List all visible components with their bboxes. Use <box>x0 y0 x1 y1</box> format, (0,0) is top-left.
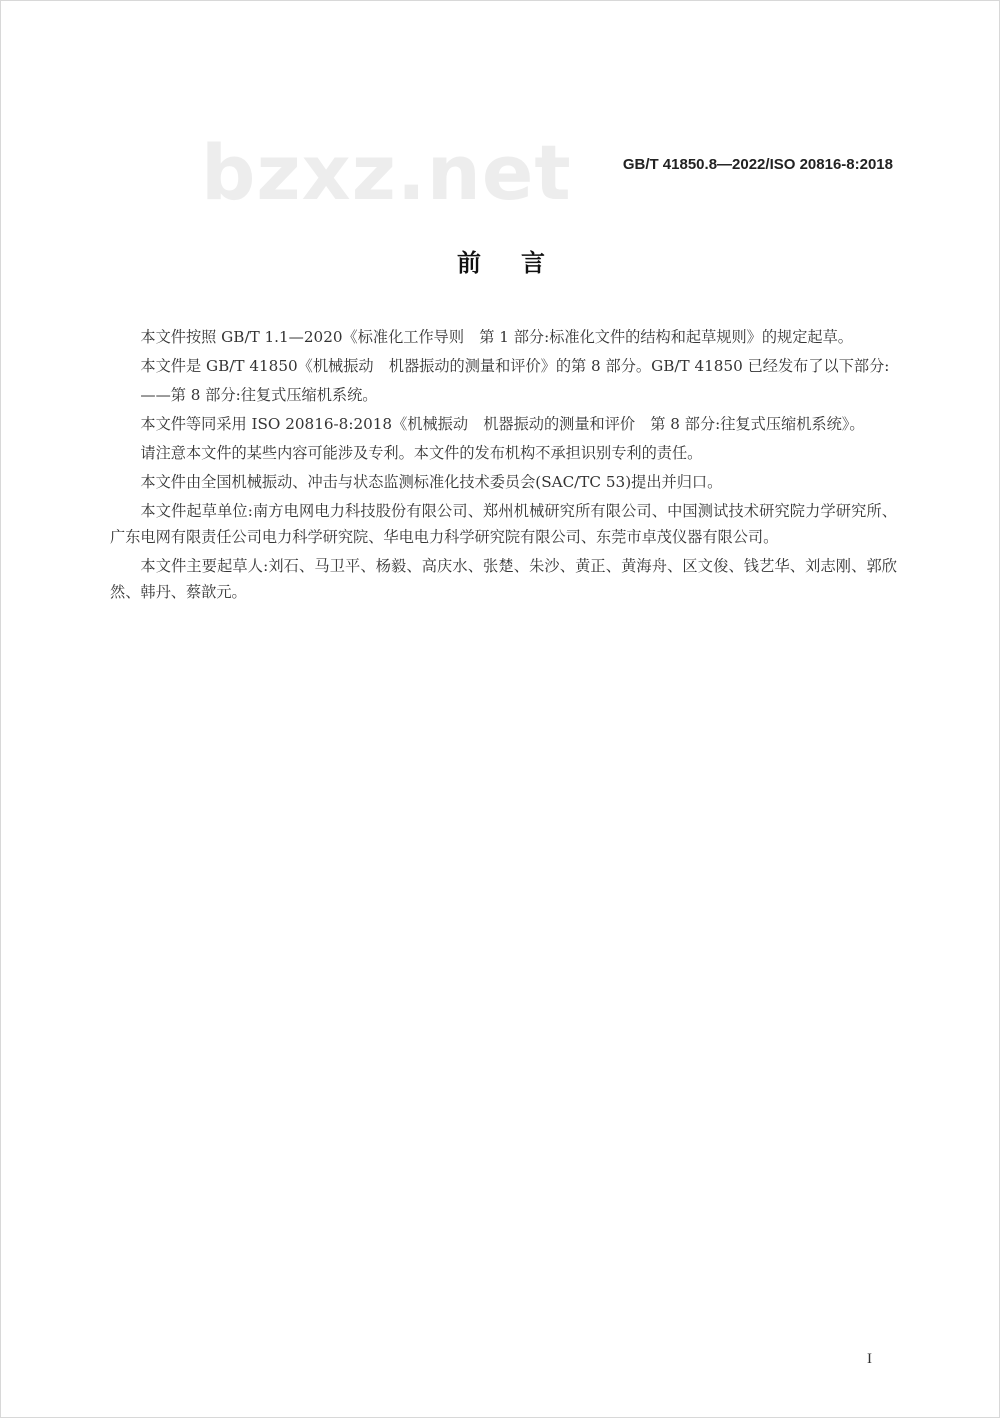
page-title: 前言 <box>457 249 585 277</box>
paragraph-drafting-rules: 本文件按照 GB/T 1.1—2020《标准化工作导则 第 1 部分:标准化文件的结构和起草规则》的规定起草。 <box>140 328 853 346</box>
paragraph-drafting-units: 本文件起草单位:南方电网电力科技股份有限公司、郑州机械研究所有限公司、中国测试技术研究院力学研究所、广东电网有限责任公司电力科学研究院、华电电力科学研究院有限公司、东莞市卓茂仪器有限公司。 <box>110 502 897 546</box>
paragraph-patent-notice: 请注意本文件的某些内容可能涉及专利。本文件的发布机构不承担识别专利的责任。 <box>140 444 703 462</box>
paragraph-drafters: 本文件主要起草人:刘石、马卫平、杨毅、高庆水、张楚、朱沙、黄正、黄海舟、区文俊、钱艺华、刘志刚、郭欣然、韩丹、蔡歆元。 <box>110 557 897 601</box>
paragraph-committee: 本文件由全国机械振动、冲击与状态监测标准化技术委员会(SAC/TC 53)提出并归口。 <box>140 473 723 491</box>
preface-body <box>110 324 897 608</box>
paragraph-part-list-item: ——第 8 部分:往复式压缩机系统。 <box>140 386 378 404</box>
paragraph-iso-adoption: 本文件等同采用 ISO 20816-8:2018《机械振动 机器振动的测量和评价 第 8 部分:往复式压缩机系统》。 <box>140 415 865 433</box>
watermark-text: bzxz.net <box>201 128 572 217</box>
paragraph-series-parts: 本文件是 GB/T 41850《机械振动 机器振动的测量和评价》的第 8 部分。GB/T 41850 已经发布了以下部分: <box>140 357 890 375</box>
standard-number: GB/T 41850.8—2022/ISO 20816-8:2018 <box>622 156 893 173</box>
page-number: I <box>867 1351 872 1367</box>
